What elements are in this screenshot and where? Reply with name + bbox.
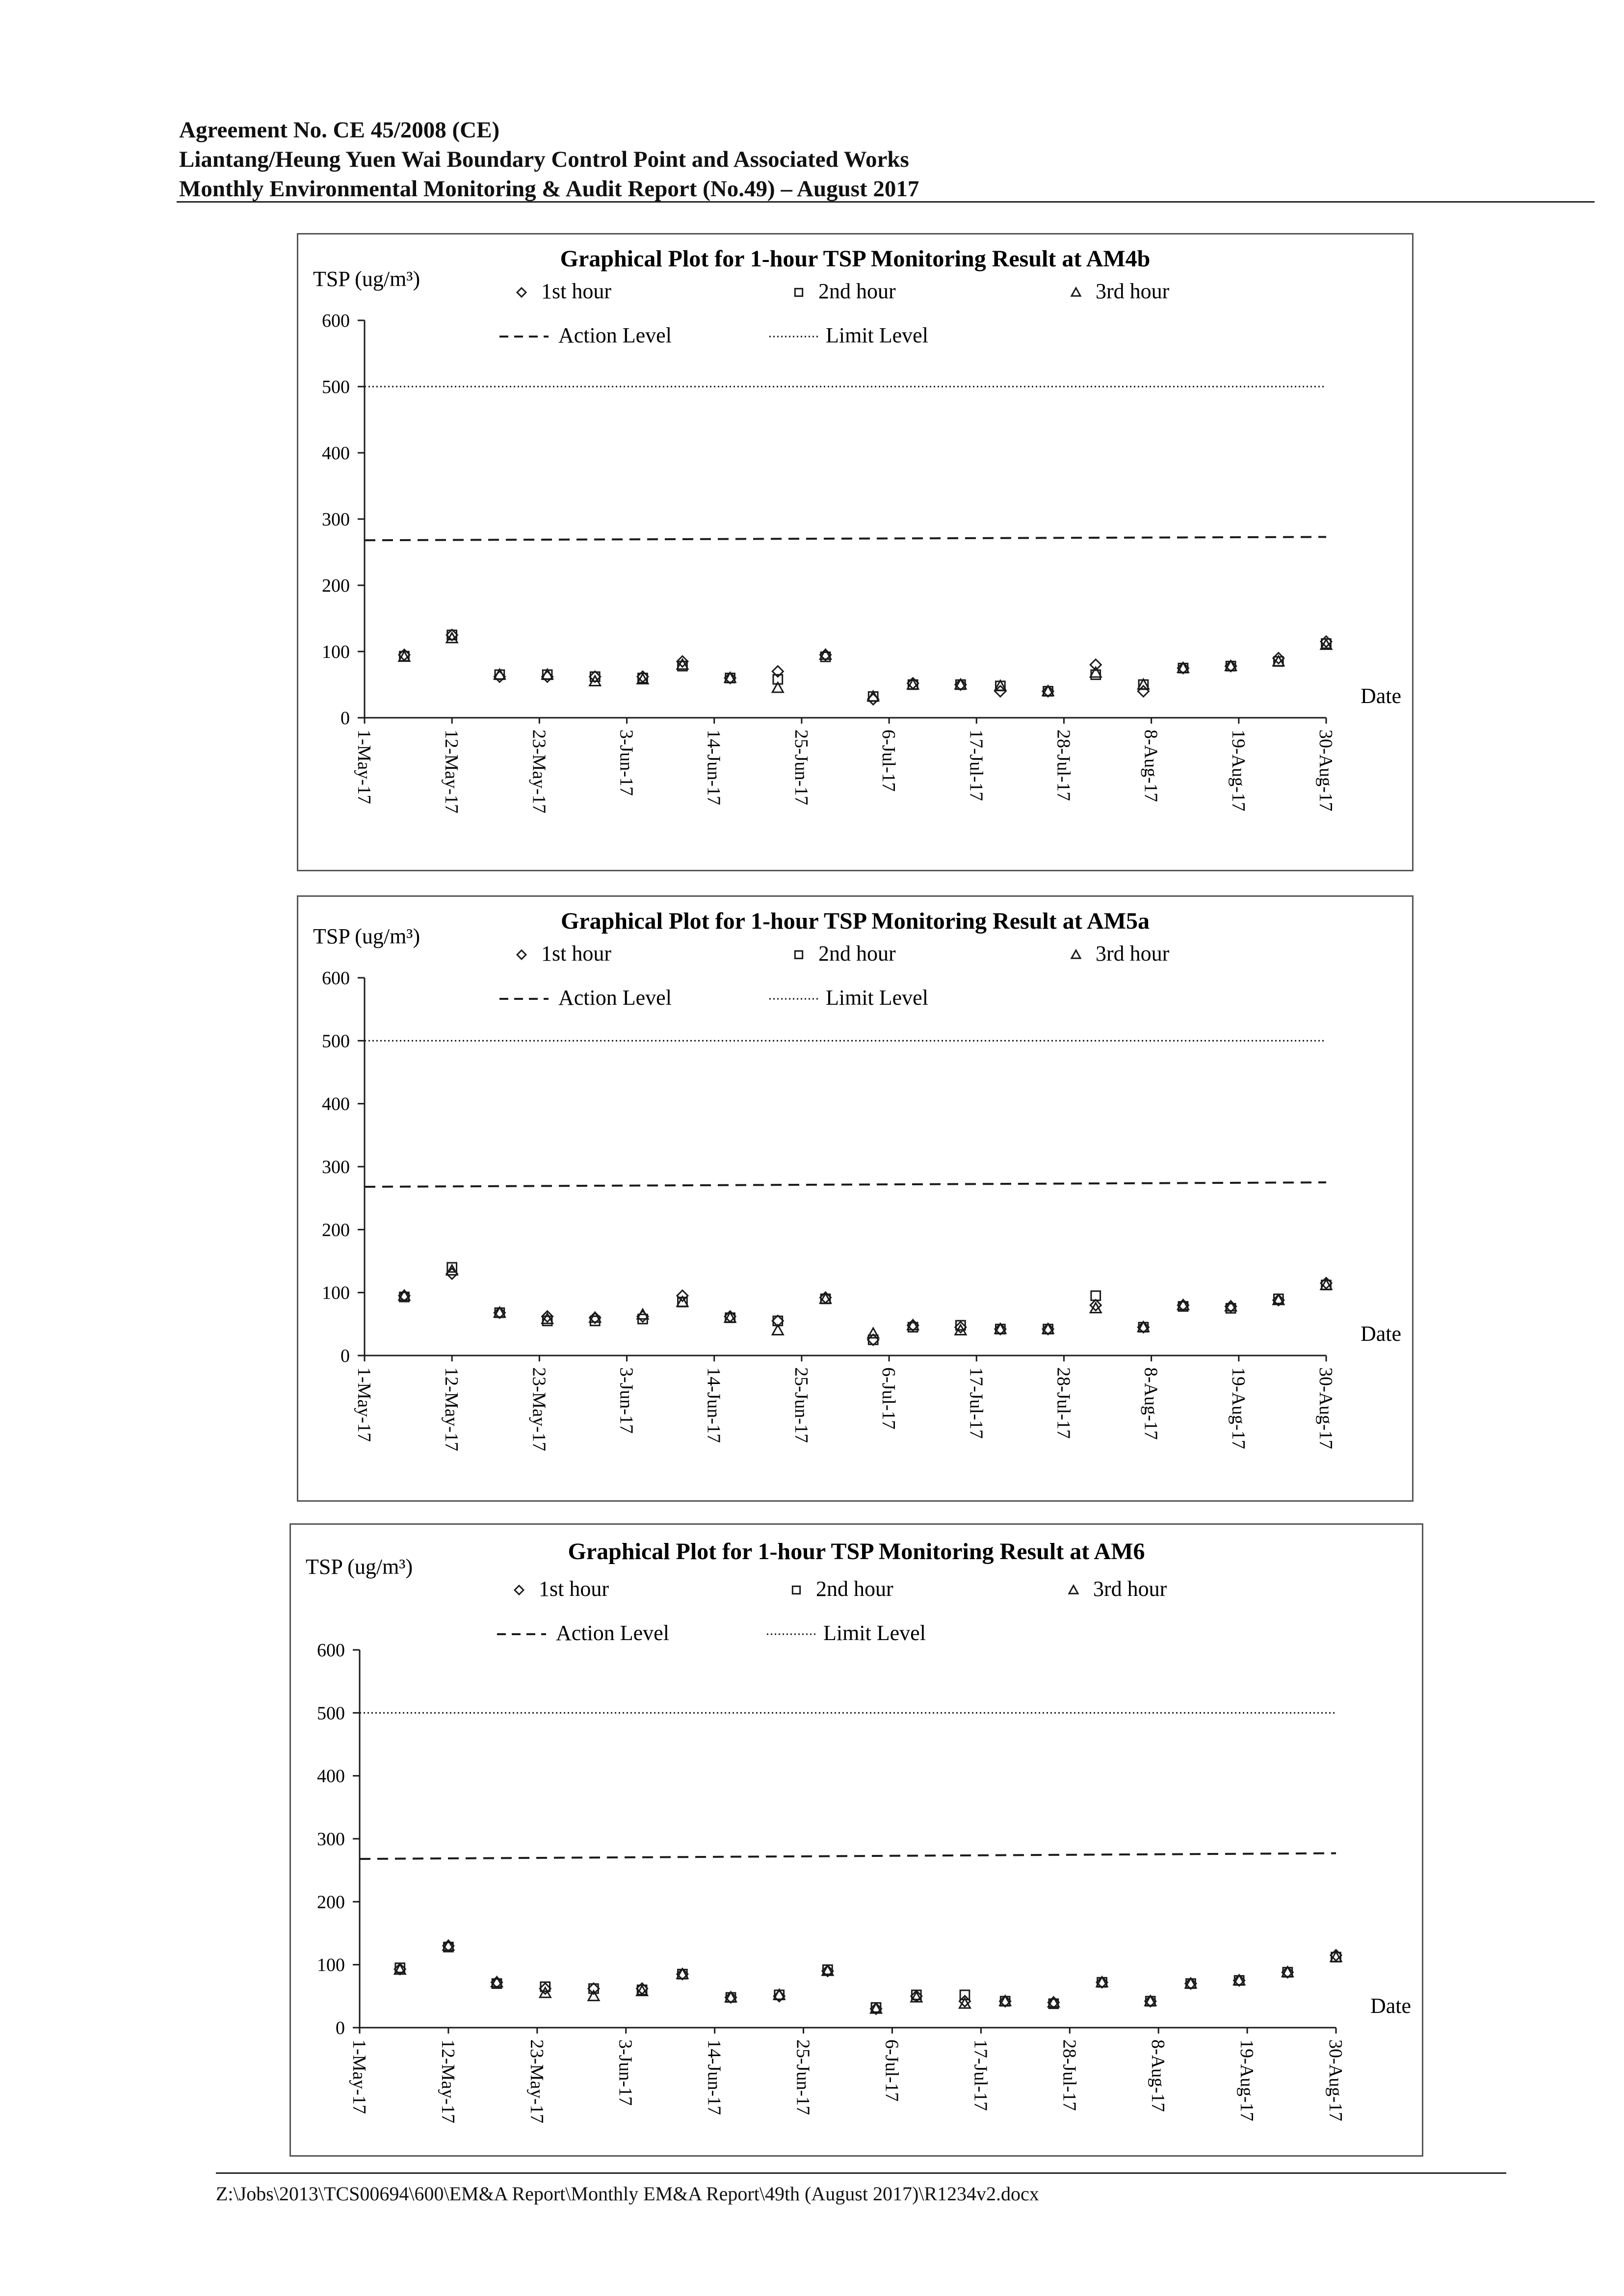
legend-action-label: Action Level — [558, 986, 672, 1010]
data-point-third-hour — [868, 1328, 879, 1338]
legend-label-third-hour: 3rd hour — [1096, 941, 1170, 965]
y-axis-title: TSP (ug/m³) — [306, 1555, 413, 1579]
x-axis-title: Date — [1361, 684, 1402, 708]
x-tick-label: 3-Jun-17 — [616, 1367, 637, 1434]
x-tick-label: 23-May-17 — [528, 730, 550, 813]
x-tick-label: 6-Jul-17 — [881, 2039, 902, 2102]
x-tick-label: 14-Jun-17 — [704, 2039, 725, 2115]
legend-label-first-hour: 1st hour — [541, 941, 611, 965]
legend-limit-label: Limit Level — [826, 986, 928, 1010]
chart-am4b-frame — [297, 233, 1414, 871]
y-tick-label: 100 — [322, 642, 350, 662]
x-tick-label: 8-Aug-17 — [1140, 730, 1161, 802]
y-tick-label: 600 — [317, 1640, 345, 1661]
chart-title: Graphical Plot for 1-hour TSP Monitoring Result at AM4b — [560, 246, 1151, 272]
data-point-first-hour — [446, 1268, 457, 1279]
report-title: Monthly Environmental Monitoring & Audit Report (No.49) – August 2017 — [179, 176, 919, 202]
chart-am5a-frame — [297, 895, 1414, 1502]
legend-marker-second-hour — [792, 1586, 800, 1593]
data-point-third-hour — [908, 1320, 918, 1330]
x-tick-label: 1-May-17 — [354, 730, 374, 804]
y-tick-label: 400 — [317, 1766, 345, 1787]
legend-marker-second-hour — [795, 288, 802, 296]
chart-am6-frame — [289, 1523, 1423, 2157]
legend-marker-third-hour — [1069, 1586, 1078, 1593]
y-tick-label: 200 — [322, 1220, 350, 1241]
legend-label-second-hour: 2nd hour — [816, 1577, 893, 1601]
x-tick-label: 12-May-17 — [441, 730, 462, 813]
legend-label-second-hour: 2nd hour — [818, 279, 896, 303]
x-tick-label: 30-Aug-17 — [1325, 2039, 1346, 2121]
x-tick-label: 28-Jul-17 — [1059, 2039, 1080, 2111]
x-tick-label: 19-Aug-17 — [1228, 730, 1249, 811]
x-tick-label: 12-May-17 — [441, 1367, 462, 1451]
legend-limit-label: Limit Level — [823, 1621, 926, 1645]
y-tick-label: 300 — [322, 1157, 350, 1177]
x-tick-label: 1-May-17 — [349, 2039, 369, 2114]
x-tick-label: 3-Jun-17 — [615, 2039, 636, 2106]
y-tick-label: 600 — [322, 968, 350, 989]
x-tick-label: 30-Aug-17 — [1315, 1367, 1336, 1449]
data-point-third-hour — [820, 650, 831, 659]
x-tick-label: 8-Aug-17 — [1140, 1367, 1161, 1440]
file-path: Z:\Jobs\2013\TCS00694\600\EM&A Report\Monthly EM&A Report\49th (August 2017)\R1234v2.docx — [216, 2183, 1039, 2205]
legend-marker-first-hour — [515, 1586, 524, 1594]
data-point-third-hour — [446, 1265, 457, 1275]
data-point-second-hour — [1091, 670, 1100, 679]
x-tick-label: 6-Jul-17 — [878, 730, 899, 792]
chart-am4b — [298, 235, 1412, 870]
x-tick-label: 30-Aug-17 — [1315, 730, 1336, 811]
y-tick-label: 200 — [322, 575, 350, 596]
legend-label-first-hour: 1st hour — [541, 279, 611, 303]
agreement-number: Agreement No. CE 45/2008 (CE) — [179, 117, 500, 143]
report-header — [179, 115, 1592, 204]
x-tick-label: 3-Jun-17 — [616, 730, 637, 796]
legend-label-first-hour: 1st hour — [539, 1577, 609, 1601]
y-tick-label: 500 — [322, 1031, 350, 1052]
y-tick-label: 300 — [317, 1829, 345, 1850]
x-tick-label: 25-Jun-17 — [790, 730, 812, 806]
x-tick-label: 17-Jul-17 — [966, 1367, 987, 1439]
data-point-third-hour — [590, 1312, 601, 1322]
x-tick-label: 23-May-17 — [526, 2039, 547, 2123]
y-tick-label: 500 — [322, 377, 350, 397]
chart-am5a — [298, 897, 1412, 1500]
legend-action-label: Action Level — [556, 1621, 669, 1645]
action-level-line — [365, 1182, 1326, 1187]
y-tick-label: 500 — [317, 1703, 345, 1724]
y-tick-label: 400 — [322, 443, 350, 464]
project-title: Liantang/Heung Yuen Wai Boundary Control Point and Associated Works — [179, 147, 909, 172]
x-tick-label: 6-Jul-17 — [878, 1367, 899, 1430]
y-tick-label: 400 — [322, 1094, 350, 1115]
action-level-line — [365, 537, 1326, 540]
legend-label-second-hour: 2nd hour — [818, 941, 896, 965]
x-tick-label: 28-Jul-17 — [1053, 730, 1074, 801]
chart-am6 — [291, 1525, 1422, 2155]
x-tick-label: 8-Aug-17 — [1148, 2039, 1169, 2112]
y-axis-title: TSP (ug/m³) — [313, 924, 420, 948]
legend-marker-third-hour — [1072, 288, 1080, 296]
data-point-third-hour — [588, 1991, 599, 2001]
x-tick-label: 25-Jun-17 — [792, 2039, 813, 2115]
x-tick-label: 23-May-17 — [528, 1367, 550, 1451]
legend-marker-second-hour — [795, 951, 802, 958]
x-tick-label: 19-Aug-17 — [1228, 1367, 1249, 1449]
y-tick-label: 0 — [341, 1346, 350, 1366]
legend-limit-label: Limit Level — [826, 323, 928, 347]
y-tick-label: 200 — [317, 1892, 345, 1913]
action-level-line — [360, 1853, 1336, 1859]
legend-label-third-hour: 3rd hour — [1096, 279, 1170, 303]
legend-label-third-hour: 3rd hour — [1093, 1577, 1167, 1601]
y-tick-label: 300 — [322, 509, 350, 530]
x-tick-label: 12-May-17 — [437, 2039, 458, 2123]
data-point-third-hour — [1226, 1301, 1236, 1311]
y-tick-label: 0 — [336, 2018, 345, 2038]
y-tick-label: 100 — [322, 1282, 350, 1304]
y-tick-label: 0 — [341, 708, 350, 729]
data-point-first-hour — [588, 1983, 599, 1994]
x-tick-label: 14-Jun-17 — [703, 1367, 724, 1443]
footer-divider — [216, 2172, 1506, 2174]
x-axis-title: Date — [1361, 1322, 1402, 1346]
y-tick-label: 100 — [317, 1955, 345, 1976]
x-axis-title: Date — [1370, 1994, 1412, 2018]
y-tick-label: 600 — [322, 311, 350, 331]
x-tick-label: 17-Jul-17 — [966, 730, 987, 801]
data-point-third-hour — [1090, 667, 1101, 677]
legend-marker-first-hour — [517, 950, 526, 959]
data-point-third-hour — [540, 1987, 550, 1997]
header-divider — [177, 201, 1595, 203]
x-tick-label: 28-Jul-17 — [1053, 1367, 1074, 1439]
x-tick-label: 25-Jun-17 — [790, 1367, 812, 1443]
y-axis-title: TSP (ug/m³) — [313, 267, 420, 291]
legend-marker-first-hour — [517, 288, 526, 297]
x-tick-label: 1-May-17 — [354, 1367, 374, 1442]
x-tick-label: 17-Jul-17 — [970, 2039, 991, 2111]
legend-action-label: Action Level — [558, 323, 672, 347]
x-tick-label: 19-Aug-17 — [1236, 2039, 1257, 2121]
chart-title: Graphical Plot for 1-hour TSP Monitoring Result at AM5a — [560, 908, 1150, 934]
chart-title: Graphical Plot for 1-hour TSP Monitoring Result at AM6 — [568, 1539, 1145, 1565]
x-tick-label: 14-Jun-17 — [703, 730, 724, 806]
legend-marker-third-hour — [1072, 950, 1080, 958]
